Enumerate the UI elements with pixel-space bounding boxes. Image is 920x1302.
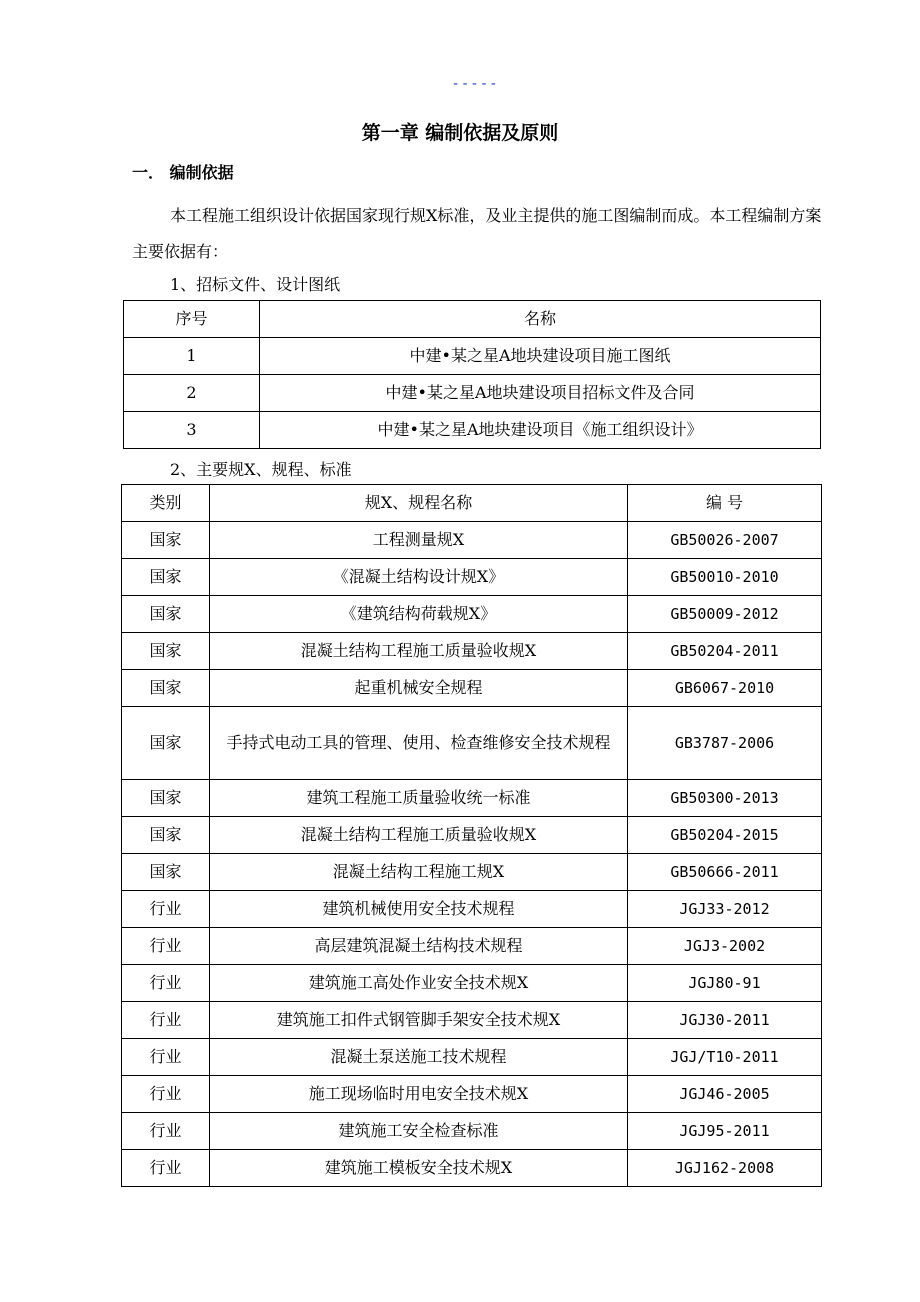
- table-row: [124, 375, 821, 412]
- cell-category: 国家: [122, 559, 210, 596]
- cell-code: GB50026-2007: [628, 522, 822, 559]
- cell-standard-name: 混凝土泵送施工技术规程: [210, 1039, 628, 1076]
- cell-standard-name: 建筑施工高处作业安全技术规X: [210, 965, 628, 1002]
- header-cell-number: 序号: [124, 301, 260, 338]
- cell-standard-name: 工程测量规X: [210, 522, 628, 559]
- table-row: [122, 1113, 822, 1150]
- table-row: [122, 1150, 822, 1187]
- cell-standard-name: 施工现场临时用电安全技术规X: [210, 1076, 628, 1113]
- cell-name: 中建•某之星A地块建设项目《施工组织设计》: [260, 412, 821, 449]
- cell-standard-name: 建筑施工安全检查标准: [210, 1113, 628, 1150]
- cell-code: GB50666-2011: [628, 854, 822, 891]
- table-row: [122, 928, 822, 965]
- table-row: [122, 522, 822, 559]
- cell-standard-name: 建筑施工模板安全技术规X: [210, 1150, 628, 1187]
- cell-category: 行业: [122, 891, 210, 928]
- table2-caption: 2、主要规X、规程、标准: [170, 460, 352, 479]
- cell-code: JGJ46-2005: [628, 1076, 822, 1113]
- table-row: [122, 596, 822, 633]
- cell-category: 国家: [122, 522, 210, 559]
- cell-category: 国家: [122, 633, 210, 670]
- section-heading: 一． 编制依据: [132, 163, 234, 182]
- cell-standard-name: 混凝土结构工程施工质量验收规X: [210, 633, 628, 670]
- cell-code: GB50204-2011: [628, 633, 822, 670]
- header-cell-code: 编 号: [628, 485, 822, 522]
- header-cell-name: 名称: [260, 301, 821, 338]
- cell-category: 国家: [122, 817, 210, 854]
- cell-category: 国家: [122, 596, 210, 633]
- table-row: [122, 1039, 822, 1076]
- table-row: [122, 780, 822, 817]
- cell-number: 1: [124, 338, 260, 375]
- table-row: [122, 707, 822, 780]
- table-row: [122, 817, 822, 854]
- cell-code: JGJ/T10-2011: [628, 1039, 822, 1076]
- cell-standard-name: 《建筑结构荷载规X》: [210, 596, 628, 633]
- cell-standard-name: 建筑工程施工质量验收统一标准: [210, 780, 628, 817]
- cell-category: 国家: [122, 707, 210, 780]
- cell-code: GB50204-2015: [628, 817, 822, 854]
- table-row: [122, 891, 822, 928]
- bidding-documents-table: [123, 300, 821, 449]
- cell-standard-name: 手持式电动工具的管理、使用、检查维修安全技术规程: [210, 707, 628, 780]
- cell-code: GB3787-2006: [628, 707, 822, 780]
- cell-standard-name: 《混凝土结构设计规X》: [210, 559, 628, 596]
- cell-standard-name: 起重机械安全规程: [210, 670, 628, 707]
- table-header-row: [122, 485, 822, 522]
- cell-code: JGJ3-2002: [628, 928, 822, 965]
- cell-code: GB50009-2012: [628, 596, 822, 633]
- cell-category: 行业: [122, 928, 210, 965]
- table-row: [122, 633, 822, 670]
- cell-code: JGJ95-2011: [628, 1113, 822, 1150]
- cell-category: 行业: [122, 1113, 210, 1150]
- cell-number: 3: [124, 412, 260, 449]
- cell-category: 行业: [122, 1002, 210, 1039]
- cell-standard-name: 混凝土结构工程施工规X: [210, 854, 628, 891]
- cell-category: 国家: [122, 854, 210, 891]
- cell-category: 行业: [122, 965, 210, 1002]
- table1-caption: 1、招标文件、设计图纸: [170, 275, 341, 294]
- cell-code: GB50010-2010: [628, 559, 822, 596]
- header-cell-standard-name: 规X、规程名称: [210, 485, 628, 522]
- cell-standard-name: 建筑机械使用安全技术规程: [210, 891, 628, 928]
- cell-code: GB6067-2010: [628, 670, 822, 707]
- table-row: [124, 338, 821, 375]
- cell-code: JGJ33-2012: [628, 891, 822, 928]
- chapter-title: 第一章 编制依据及原则: [361, 122, 559, 144]
- cell-code: JGJ162-2008: [628, 1150, 822, 1187]
- table-row: [122, 670, 822, 707]
- cell-category: 国家: [122, 780, 210, 817]
- intro-paragraph: 本工程施工组织设计依据国家现行规X标准，及业主提供的施工图编制而成。本工程编制方案主要依据有：: [132, 206, 822, 261]
- table-row: [122, 559, 822, 596]
- cell-code: GB50300-2013: [628, 780, 822, 817]
- table-header-row: [124, 301, 821, 338]
- table-row: [122, 854, 822, 891]
- cell-category: 行业: [122, 1150, 210, 1187]
- cell-category: 行业: [122, 1039, 210, 1076]
- cell-code: JGJ30-2011: [628, 1002, 822, 1039]
- table-row: [122, 1076, 822, 1113]
- cell-category: 行业: [122, 1076, 210, 1113]
- table-row: [122, 1002, 822, 1039]
- cell-name: 中建•某之星A地块建设项目招标文件及合同: [260, 375, 821, 412]
- cell-standard-name: 建筑施工扣件式钢管脚手架安全技术规X: [210, 1002, 628, 1039]
- table-row: [122, 965, 822, 1002]
- cell-name: 中建•某之星A地块建设项目施工图纸: [260, 338, 821, 375]
- cell-standard-name: 高层建筑混凝土结构技术规程: [210, 928, 628, 965]
- header-mark: -----: [451, 76, 499, 92]
- cell-category: 国家: [122, 670, 210, 707]
- header-cell-category: 类别: [122, 485, 210, 522]
- table-row: [124, 412, 821, 449]
- cell-code: JGJ80-91: [628, 965, 822, 1002]
- cell-standard-name: 混凝土结构工程施工质量验收规X: [210, 817, 628, 854]
- cell-number: 2: [124, 375, 260, 412]
- standards-table: [121, 484, 822, 1187]
